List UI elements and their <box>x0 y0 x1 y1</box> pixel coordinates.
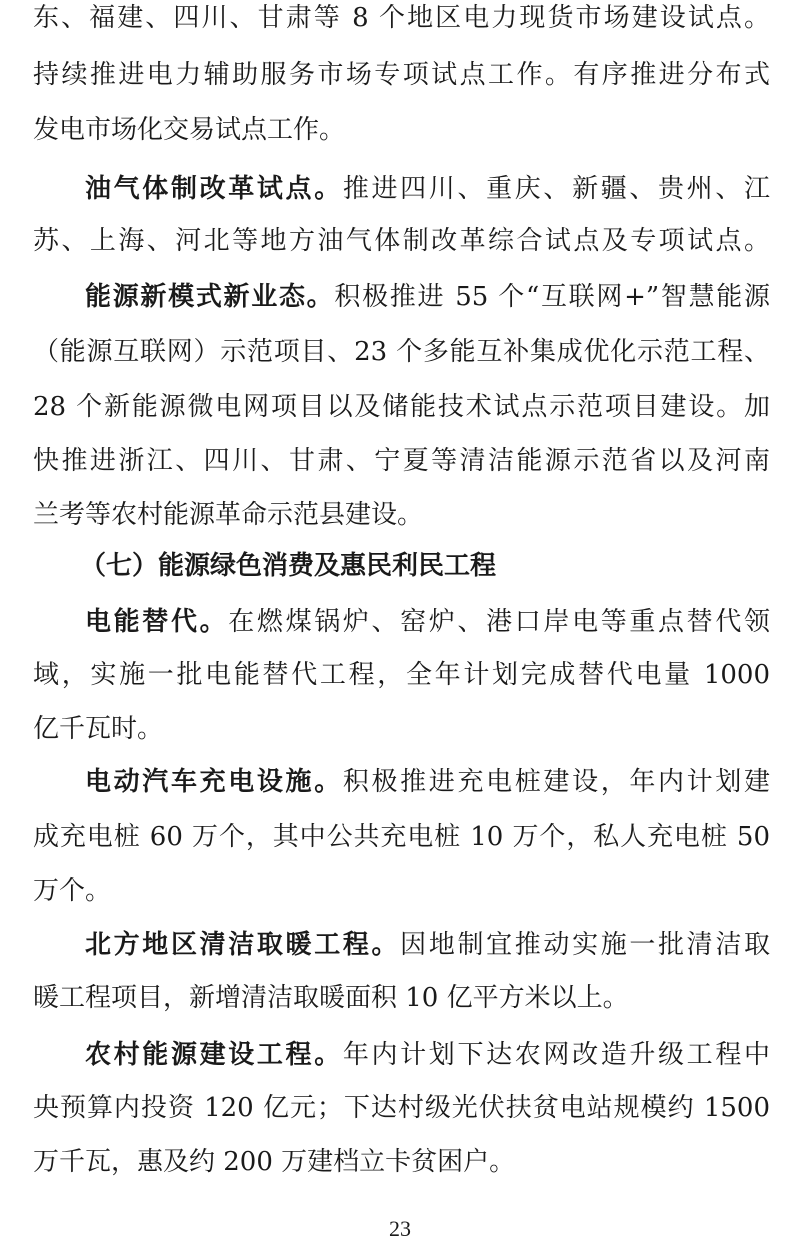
text-line: 兰考等农村能源革命示范县建设。 <box>33 500 424 530</box>
paragraph-text: 推进四川、重庆、新疆、贵州、江 <box>342 174 770 204</box>
text-line: 央预算内投资 120 亿元；下达村级光伏扶贫电站规模约 1500 <box>33 1093 770 1123</box>
text-line: 东、福建、四川、甘肃等 8 个地区电力现货市场建设试点。 <box>33 3 770 33</box>
text-line: 成充电桩 60 万个，其中公共充电桩 10 万个，私人充电桩 50 <box>33 822 770 852</box>
paragraph-text: 积极推进充电桩建设，年内计划建 <box>342 767 770 797</box>
paragraph-text: 年内计划下达农网改造升级工程中 <box>342 1040 770 1070</box>
paragraph-lead-line <box>85 1037 770 1073</box>
text-line: 苏、上海、河北等地方油气体制改革综合试点及专项试点。 <box>33 226 770 256</box>
paragraph-lead-line <box>85 764 770 800</box>
section-heading: （七）能源绿色消费及惠民利民工程 <box>80 551 497 581</box>
paragraph-heading: 能源新模式新业态。 <box>85 282 335 312</box>
text-line: 快推进浙江、四川、甘肃、宁夏等清洁能源示范省以及河南 <box>33 446 770 476</box>
text-line: （能源互联网）示范项目、23 个多能互补集成优化示范工程、 <box>33 337 770 367</box>
text-line: 28 个新能源微电网项目以及储能技术试点示范项目建设。加 <box>33 392 770 422</box>
paragraph-heading: 油气体制改革试点。 <box>85 174 343 204</box>
text-line: 亿千瓦时。 <box>33 714 164 744</box>
paragraph-lead-line <box>85 927 770 963</box>
paragraph-lead-line <box>85 604 770 640</box>
text-line: 万个。 <box>33 876 112 906</box>
text-line: 持续推进电力辅助服务市场专项试点工作。有序推进分布式 <box>33 60 770 90</box>
paragraph-text: 因地制宜推动实施一批清洁取 <box>400 930 770 960</box>
paragraph-text: 在燃煤锅炉、窑炉、港口岸电等重点替代领 <box>228 607 770 637</box>
text-line: 发电市场化交易试点工作。 <box>33 115 346 145</box>
paragraph-heading: 电动汽车充电设施。 <box>85 767 343 797</box>
text-line: 域，实施一批电能替代工程，全年计划完成替代电量 1000 <box>33 660 770 690</box>
paragraph-heading: 电能替代。 <box>85 607 229 637</box>
paragraph-text: 积极推进 55 个“互联网+”智慧能源 <box>334 282 770 312</box>
text-line: 暖工程项目，新增清洁取暖面积 10 亿平方米以上。 <box>33 983 629 1013</box>
text-line: 万千瓦，惠及约 200 万建档立卡贫困户。 <box>33 1147 516 1177</box>
page-number: 23 <box>389 1216 411 1241</box>
paragraph-lead-line <box>85 171 770 207</box>
paragraph-lead-line <box>85 279 770 315</box>
paragraph-heading: 农村能源建设工程。 <box>85 1040 343 1070</box>
paragraph-heading: 北方地区清洁取暖工程。 <box>85 930 401 960</box>
